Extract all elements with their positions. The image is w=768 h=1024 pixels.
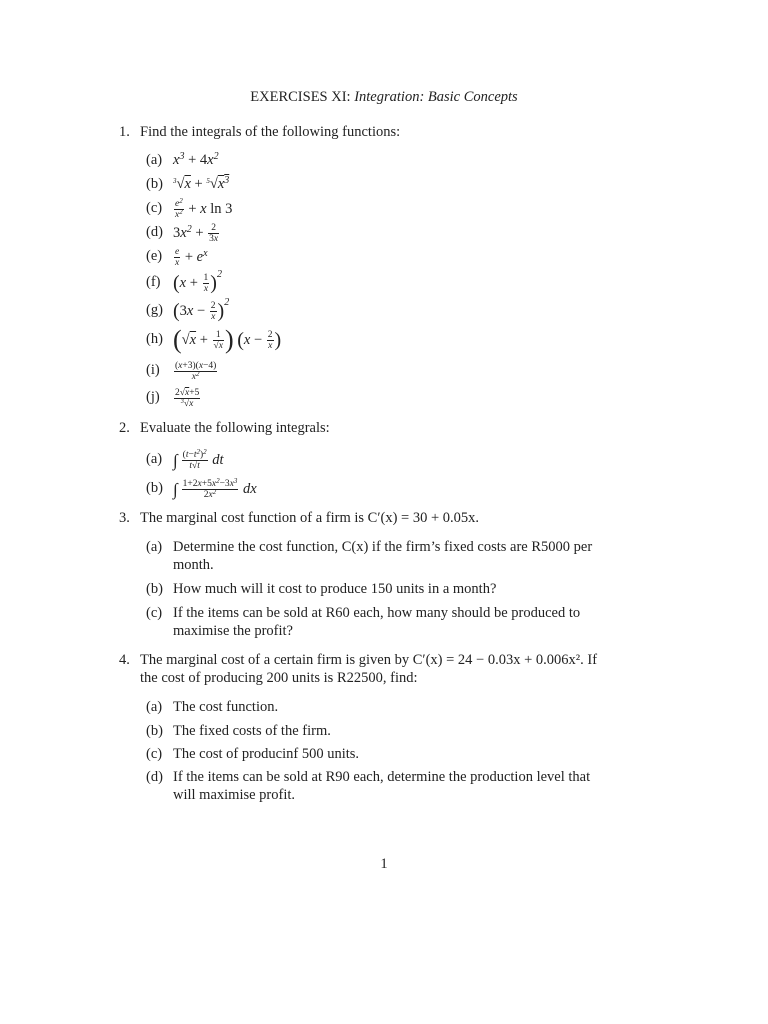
- item-text: Determine the cost function, C(x) if the firm’s fixed costs are R5000 per: [173, 539, 593, 555]
- title-subtitle: Integration: Basic Concepts: [354, 89, 518, 105]
- item-label: (b): [146, 581, 163, 597]
- item-text: The cost of producinf 500 units.: [173, 746, 360, 762]
- formula: (3x − $\frac{2}{x}$ )$^2$: [173, 296, 230, 322]
- formula: ∫ $\frac{1+2x+5x^2-3x^3}{2x^2}$ dx: [173, 477, 257, 500]
- formula: $x^3 + 4x^2$: [173, 151, 219, 168]
- item-label: (d): [146, 224, 163, 240]
- formula: $\frac{e^2}{x^2}$ + x ln 3: [175, 197, 233, 220]
- question-text: the cost of producing 200 units is R22500, find:: [140, 670, 418, 686]
- question-text: The marginal cost of a certain firm is given by C′(x) = 24 − 0.03x + 0.006x². If: [140, 652, 598, 668]
- item-label: (b): [146, 723, 163, 739]
- page-title: [0, 89, 768, 106]
- question-number: 2.: [119, 420, 130, 436]
- page-number: 1: [380, 856, 388, 872]
- item-label: (b): [146, 480, 163, 496]
- question-text: Evaluate the following integrals:: [140, 420, 330, 436]
- item-text: will maximise profit.: [173, 787, 296, 803]
- item-label: (b): [146, 176, 163, 192]
- item-text: The fixed costs of the firm.: [173, 723, 331, 739]
- item-label: (g): [146, 302, 163, 318]
- item-text: The cost function.: [173, 699, 279, 715]
- item-label: (c): [146, 746, 163, 762]
- question-number: 4.: [119, 652, 130, 668]
- item-text: If the items can be sold at R90 each, determine the production level that: [173, 769, 591, 785]
- formula: (√x + $\frac{1}{√x}$ ) (x − $\frac{2}{x}$ ): [173, 324, 282, 354]
- question-text: The marginal cost function of a firm is C′(x) = 30 + 0.05x.: [140, 510, 480, 526]
- formula: $\frac{e}{x}$ + $e^x$: [175, 247, 208, 268]
- question-number: 3.: [119, 510, 130, 526]
- item-label: (e): [146, 248, 163, 264]
- title-main: EXERCISES XI:: [250, 89, 351, 105]
- formula: $\frac{2√x+5}{^3√x}$: [175, 388, 200, 409]
- item-label: (c): [146, 200, 163, 216]
- item-label: (h): [146, 331, 163, 347]
- item-label: (a): [146, 539, 163, 555]
- formula: ∫ $\frac{(t-t^2)^2}{t√t}$ dt: [173, 448, 224, 471]
- formula: (x + $\frac{1}{x}$ )$^2$: [173, 268, 222, 294]
- item-label: (j): [146, 389, 160, 405]
- item-text: maximise the profit?: [173, 623, 293, 639]
- item-label: (c): [146, 605, 163, 621]
- formula: $\frac{(x+3)(x-4)}{x^2}$: [175, 361, 217, 382]
- item-text: month.: [173, 557, 214, 573]
- item-text: How much will it cost to produce 150 units in a month?: [173, 581, 497, 597]
- question-number: 1.: [119, 124, 130, 140]
- item-label: (i): [146, 362, 160, 378]
- item-label: (a): [146, 152, 163, 168]
- formula: $^3√x + ^5√x^3$: [173, 175, 230, 192]
- item-label: (a): [146, 699, 163, 715]
- item-text: If the items can be sold at R60 each, how many should be produced to: [173, 605, 581, 621]
- item-label: (a): [146, 451, 163, 467]
- formula: $3x^2$ + $\frac{2}{3x}$: [173, 223, 219, 244]
- item-label: (f): [146, 274, 161, 290]
- item-label: (d): [146, 769, 163, 785]
- question-text: Find the integrals of the following functions:: [140, 124, 401, 140]
